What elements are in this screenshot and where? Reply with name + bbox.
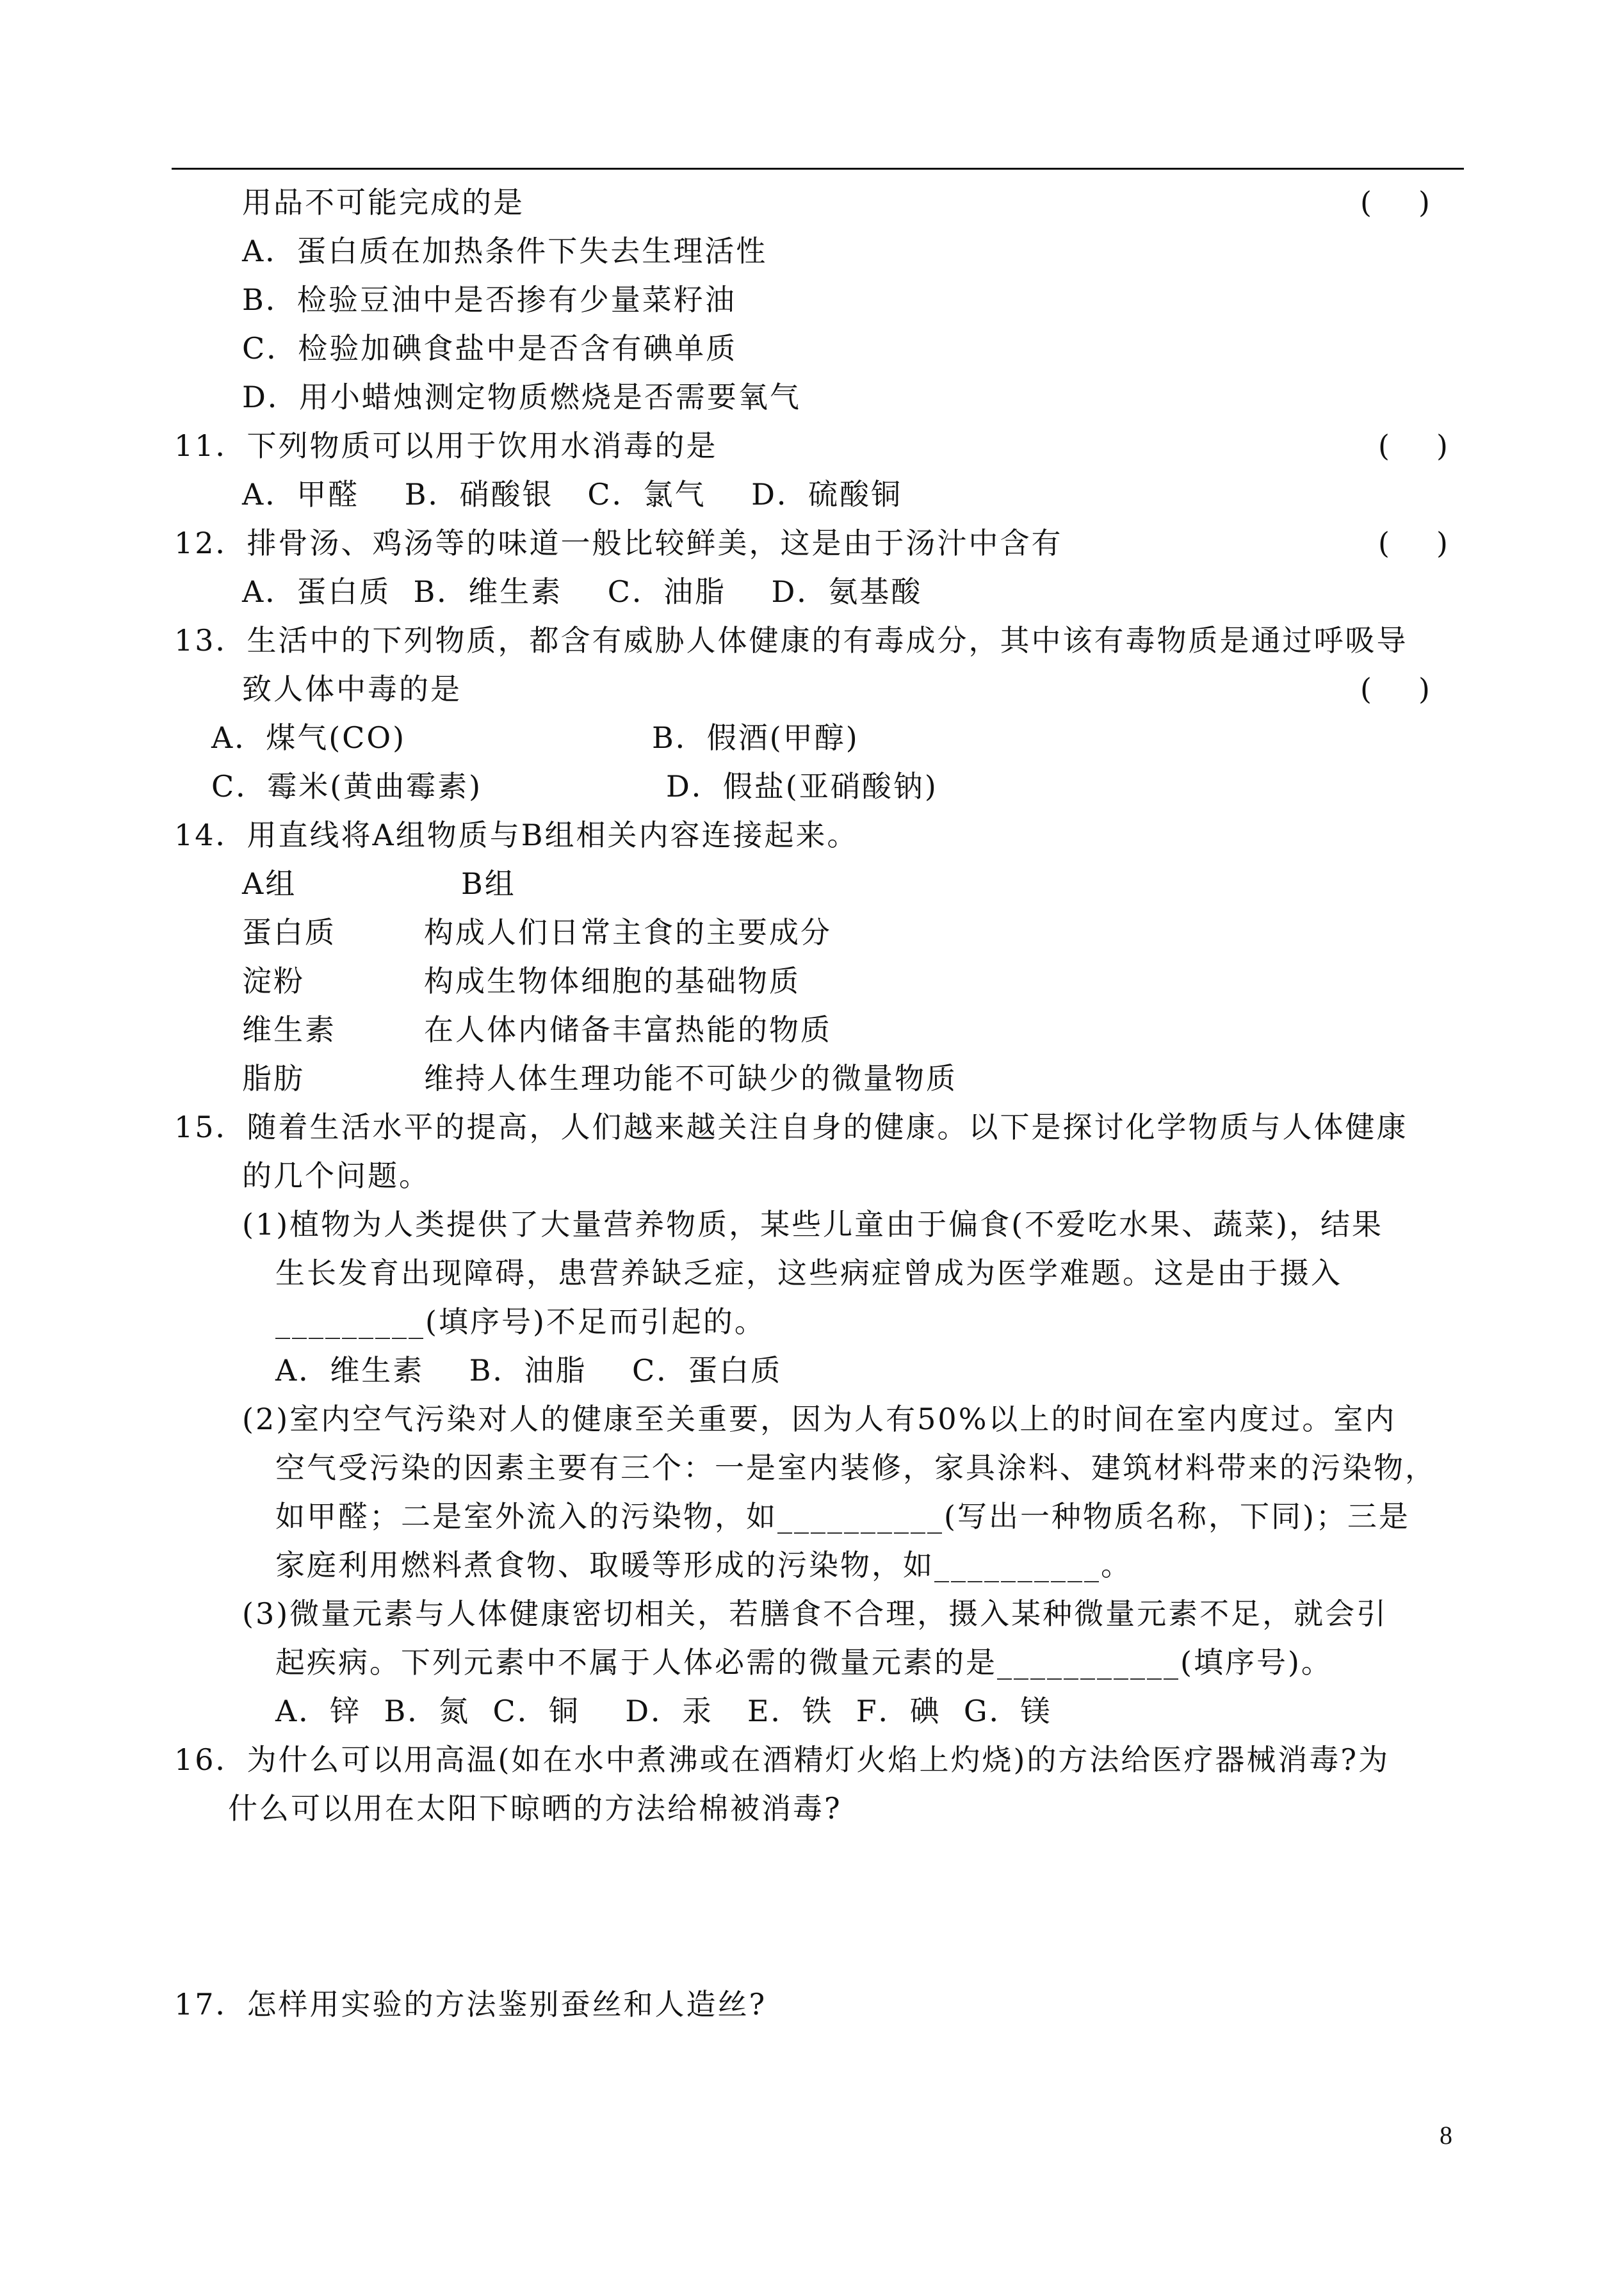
- question-11: 11．下列物质可以用于饮用水消毒的是: [174, 428, 718, 463]
- question-13-line1: 13．生活中的下列物质，都含有威胁人体健康的有毒成分，其中该有毒物质是通过呼吸导: [174, 623, 1408, 658]
- question-10-stem: 用品不可能完成的是: [242, 185, 524, 220]
- q14-b-item-1: 构成人们日常主食的主要成分: [424, 915, 832, 950]
- q15-part3-line2: 起疾病。下列元素中不属于人体必需的微量元素的是___________(填序号)。: [275, 1645, 1333, 1680]
- q14-a-item-2: 淀粉: [242, 964, 305, 998]
- q13-option-d: D．假盐(亚硝酸钠): [666, 769, 938, 804]
- q13-option-c: C．霉米(黄曲霉素): [211, 769, 483, 804]
- q13-option-a: A．煤气(CO): [211, 720, 407, 755]
- question-16-line2: 什么可以用在太阳下晾晒的方法给棉被消毒?: [228, 1791, 842, 1826]
- q14-group-b-header: B组: [461, 866, 516, 901]
- question-15-line2: 的几个问题。: [242, 1158, 430, 1193]
- q14-b-item-4: 维持人体生理功能不可缺少的微量物质: [424, 1061, 957, 1096]
- q15-part2-line3: 如甲醛；二是室外流入的污染物，如__________(写出一种物质名称，下同)；三是: [275, 1499, 1410, 1534]
- q14-a-item-1: 蛋白质: [242, 915, 336, 950]
- q11-options: A．甲醛 B．硝酸银 C．氯气 D．硫酸铜: [242, 477, 902, 512]
- q15-part1-line2: 生长发育出现障碍，患营养缺乏症，这些病症曾成为医学难题。这是由于摄入: [275, 1256, 1342, 1290]
- page-number: 8: [1440, 2121, 1452, 2150]
- question-13-line2: 致人体中毒的是: [242, 672, 462, 706]
- question-16-line1: 16．为什么可以用高温(如在水中煮沸或在酒精灯火焰上灼烧)的方法给医疗器械消毒?为: [174, 1742, 1390, 1777]
- header-rule: [172, 168, 1464, 170]
- q15-part2-line1: (2)室内空气污染对人的健康至关重要，因为人有50%以上的时间在室内度过。室内: [242, 1402, 1397, 1436]
- answer-bracket-q13: ( ): [1360, 672, 1431, 706]
- q15-part1-line1: (1)植物为人类提供了大量营养物质，某些儿童由于偏食(不爱吃水果、蔬菜)，结果: [242, 1207, 1384, 1242]
- q10-option-c: C．检验加碘食盐中是否含有碘单质: [242, 331, 738, 366]
- answer-bracket-q10: ( ): [1360, 185, 1431, 220]
- q10-option-b: B．检验豆油中是否掺有少量菜籽油: [242, 282, 736, 317]
- q14-b-item-3: 在人体内储备丰富热能的物质: [424, 1012, 832, 1047]
- q12-options: A．蛋白质 B．维生素 C．油脂 D．氨基酸: [242, 574, 923, 609]
- q15-part1-options: A．维生素 B．油脂 C．蛋白质: [275, 1353, 783, 1388]
- q15-part2-line4: 家庭利用燃料煮食物、取暖等形成的污染物，如__________。: [275, 1548, 1132, 1582]
- q15-part3-line1: (3)微量元素与人体健康密切相关，若膳食不合理，摄入某种微量元素不足，就会引: [242, 1596, 1388, 1631]
- question-12: 12．排骨汤、鸡汤等的味道一般比较鲜美，这是由于汤汁中含有: [174, 526, 1063, 560]
- q14-b-item-2: 构成生物体细胞的基础物质: [424, 964, 800, 998]
- q10-option-d: D．用小蜡烛测定物质燃烧是否需要氧气: [242, 380, 801, 414]
- question-15-line1: 15．随着生活水平的提高，人们越来越关注自身的健康。以下是探讨化学物质与人体健康: [174, 1110, 1408, 1144]
- q14-a-item-3: 维生素: [242, 1012, 336, 1047]
- q15-part1-line3: _________(填序号)不足而引起的。: [275, 1304, 766, 1339]
- q15-part2-line2: 空气受污染的因素主要有三个：一是室内装修，家具涂料、建筑材料带来的污染物，: [275, 1450, 1436, 1485]
- q14-group-a-header: A组: [242, 866, 297, 901]
- question-17: 17．怎样用实验的方法鉴别蚕丝和人造丝?: [174, 1987, 767, 2022]
- q15-part3-options: A．锌 B．氮 C．铜 D．汞 E．铁 F．碘 G．镁: [275, 1694, 1052, 1728]
- q14-a-item-4: 脂肪: [242, 1061, 305, 1096]
- answer-bracket-q12: ( ): [1378, 526, 1449, 560]
- answer-bracket-q11: ( ): [1378, 428, 1449, 463]
- question-14: 14．用直线将A组物质与B组相关内容连接起来。: [174, 818, 859, 852]
- q13-option-b: B．假酒(甲醇): [652, 720, 859, 755]
- q10-option-a: A．蛋白质在加热条件下失去生理活性: [242, 234, 768, 268]
